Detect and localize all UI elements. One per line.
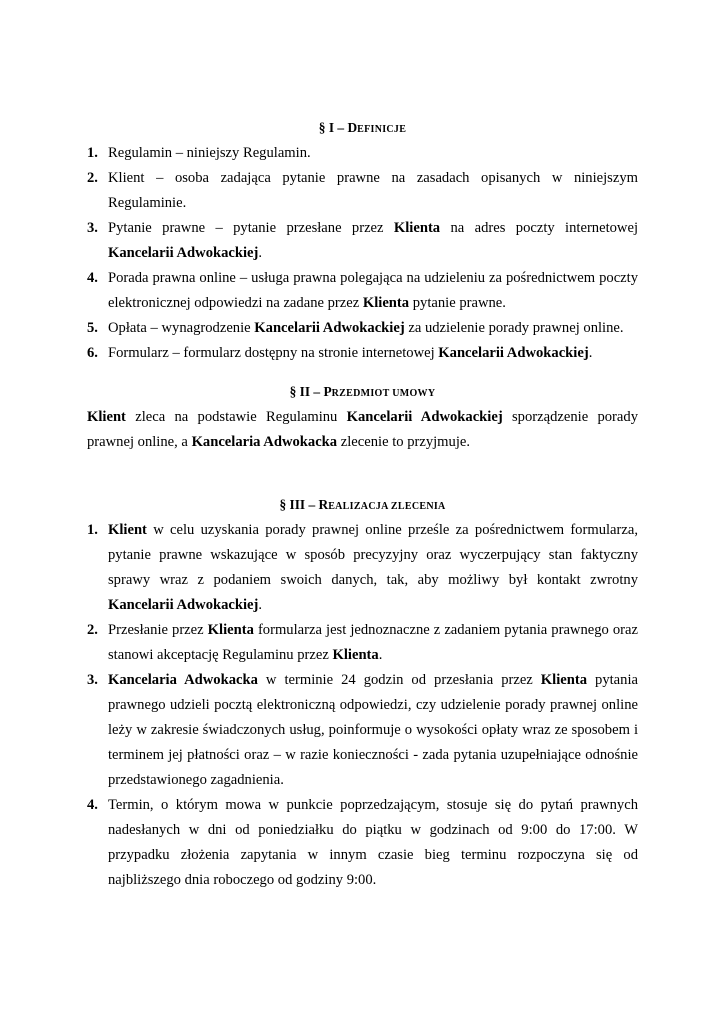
list-item xyxy=(87,668,638,793)
bold-term: Klienta xyxy=(332,647,379,663)
section-title-rest: RZEDMIOT UMOWY xyxy=(331,388,436,399)
text-run: za udzielenie porady prawnej online. xyxy=(404,320,624,336)
text-run: . xyxy=(258,597,263,613)
list-item xyxy=(87,141,638,166)
bold-term: Klienta xyxy=(207,622,254,638)
text-run: pytanie prawne. xyxy=(409,295,506,311)
bold-term: Klienta xyxy=(393,220,441,236)
bold-term: Kancelaria Adwokacka xyxy=(191,434,338,450)
section-heading-subject xyxy=(87,381,638,405)
list-item xyxy=(87,166,638,216)
list-number: 1. xyxy=(87,522,98,538)
text-run: Pytanie prawne – pytanie przesłane przez xyxy=(108,220,394,236)
text-run: w terminie 24 godzin od przesłania przez xyxy=(257,672,541,688)
section-sign: § I – xyxy=(318,120,348,135)
text-run: na adres poczty internetowej xyxy=(440,220,638,236)
section-sign: § III – xyxy=(279,497,319,512)
text-run: Przesłanie przez xyxy=(108,622,208,638)
list-number: 3. xyxy=(87,220,98,236)
bold-term: Klient xyxy=(87,409,126,425)
bold-term: Kancelarii Adwokackiej xyxy=(108,245,259,261)
text-run: w celu uzyskania porady prawnej online prześle za pośrednictwem formularza, pytanie prawne wskazujące w sposób precyzyjny oraz wyczerpujący stan faktyczny sprawy wraz z podaniem swoich danych, tak, aby możliwy był kontakt zwrotny xyxy=(108,522,638,588)
list-number: 4. xyxy=(87,797,98,813)
list-item xyxy=(87,618,638,668)
text-run: Opłata – wynagrodzenie xyxy=(108,320,255,336)
bold-term: Klient xyxy=(108,522,147,538)
text-run: pytania prawnego udzieli pocztą elektroniczną odpowiedzi, czy udzielenie porady prawnej online leży w zakresie świadczonych usług, poinformuje o wysokości opłaty wraz ze sposobem i terminem jej płatności oraz – w razie konieczności - zada pytania uzupełniające odnośnie przedstawionego zagadnienia. xyxy=(108,672,638,788)
section-heading-execution xyxy=(87,494,638,518)
bold-term: Kancelarii Adwokackiej xyxy=(346,409,503,425)
section-title-rest: EFINICJE xyxy=(357,124,407,135)
text-run: . xyxy=(258,245,263,261)
section-sign: § II – xyxy=(289,384,324,399)
list-number: 4. xyxy=(87,270,98,286)
list-item xyxy=(87,793,638,893)
text-run: Termin, o którym mowa w punkcie poprzedzającym, stosuje się do pytań prawnych nadesłanych w dni od poniedziałku do piątku w godzinach od 9:00 do 17:00. W przypadku złożenia zapytania w innym czasie bieg terminu rozpoczyna się od najbliższego dnia roboczego od godziny 9:00. xyxy=(108,797,638,888)
section-heading-definitions xyxy=(87,117,638,141)
list-number: 3. xyxy=(87,672,98,688)
text-run: Porada prawna online – usługa prawna polegająca na udzieleniu za pośrednictwem poczty elektronicznej odpowiedzi na zadane przez xyxy=(108,270,638,311)
text-run: zleca na podstawie Regulaminu xyxy=(125,409,347,425)
list-item xyxy=(87,518,638,618)
list-number: 1. xyxy=(87,145,98,161)
list-number: 2. xyxy=(87,622,98,638)
document-page xyxy=(87,117,638,893)
list-item xyxy=(87,266,638,316)
text-run: zlecenie to przyjmuje. xyxy=(337,434,471,450)
list-item xyxy=(87,216,638,266)
list-number: 6. xyxy=(87,345,98,361)
bold-term: Kancelarii Adwokackiej xyxy=(254,320,405,336)
section-title-initial: P xyxy=(323,384,332,399)
text-run: . xyxy=(588,345,593,361)
text-run: . xyxy=(378,647,383,663)
bold-term: Klienta xyxy=(362,295,410,311)
text-run: Formularz – formularz dostępny na stronie internetowej xyxy=(108,345,439,361)
section-title-rest: EALIZACJA ZLECENIA xyxy=(328,501,446,512)
bold-term: Kancelarii Adwokackiej xyxy=(108,597,259,613)
text-run: sporządzenie porady prawnej online, a xyxy=(87,409,638,450)
section-title-initial: D xyxy=(347,120,358,135)
list-item xyxy=(87,341,638,366)
subject-paragraph xyxy=(87,405,638,455)
text-run: Klient – osoba zadająca pytanie prawne na zasadach opisanych w niniejszym Regulaminie. xyxy=(108,170,638,211)
text-run: Regulamin – niniejszy Regulamin. xyxy=(108,145,311,161)
text-run: formularza jest jednoznaczne z zadaniem pytania prawnego oraz stanowi akceptację Regulaminu przez xyxy=(108,622,638,663)
bold-term: Klienta xyxy=(540,672,588,688)
bold-term: Kancelaria Adwokacka xyxy=(108,672,258,688)
list-number: 2. xyxy=(87,170,98,186)
execution-list xyxy=(87,518,638,893)
list-item xyxy=(87,316,638,341)
section-title-initial: R xyxy=(318,497,329,512)
list-number: 5. xyxy=(87,320,98,336)
definitions-list xyxy=(87,141,638,366)
bold-term: Kancelarii Adwokackiej xyxy=(438,345,589,361)
